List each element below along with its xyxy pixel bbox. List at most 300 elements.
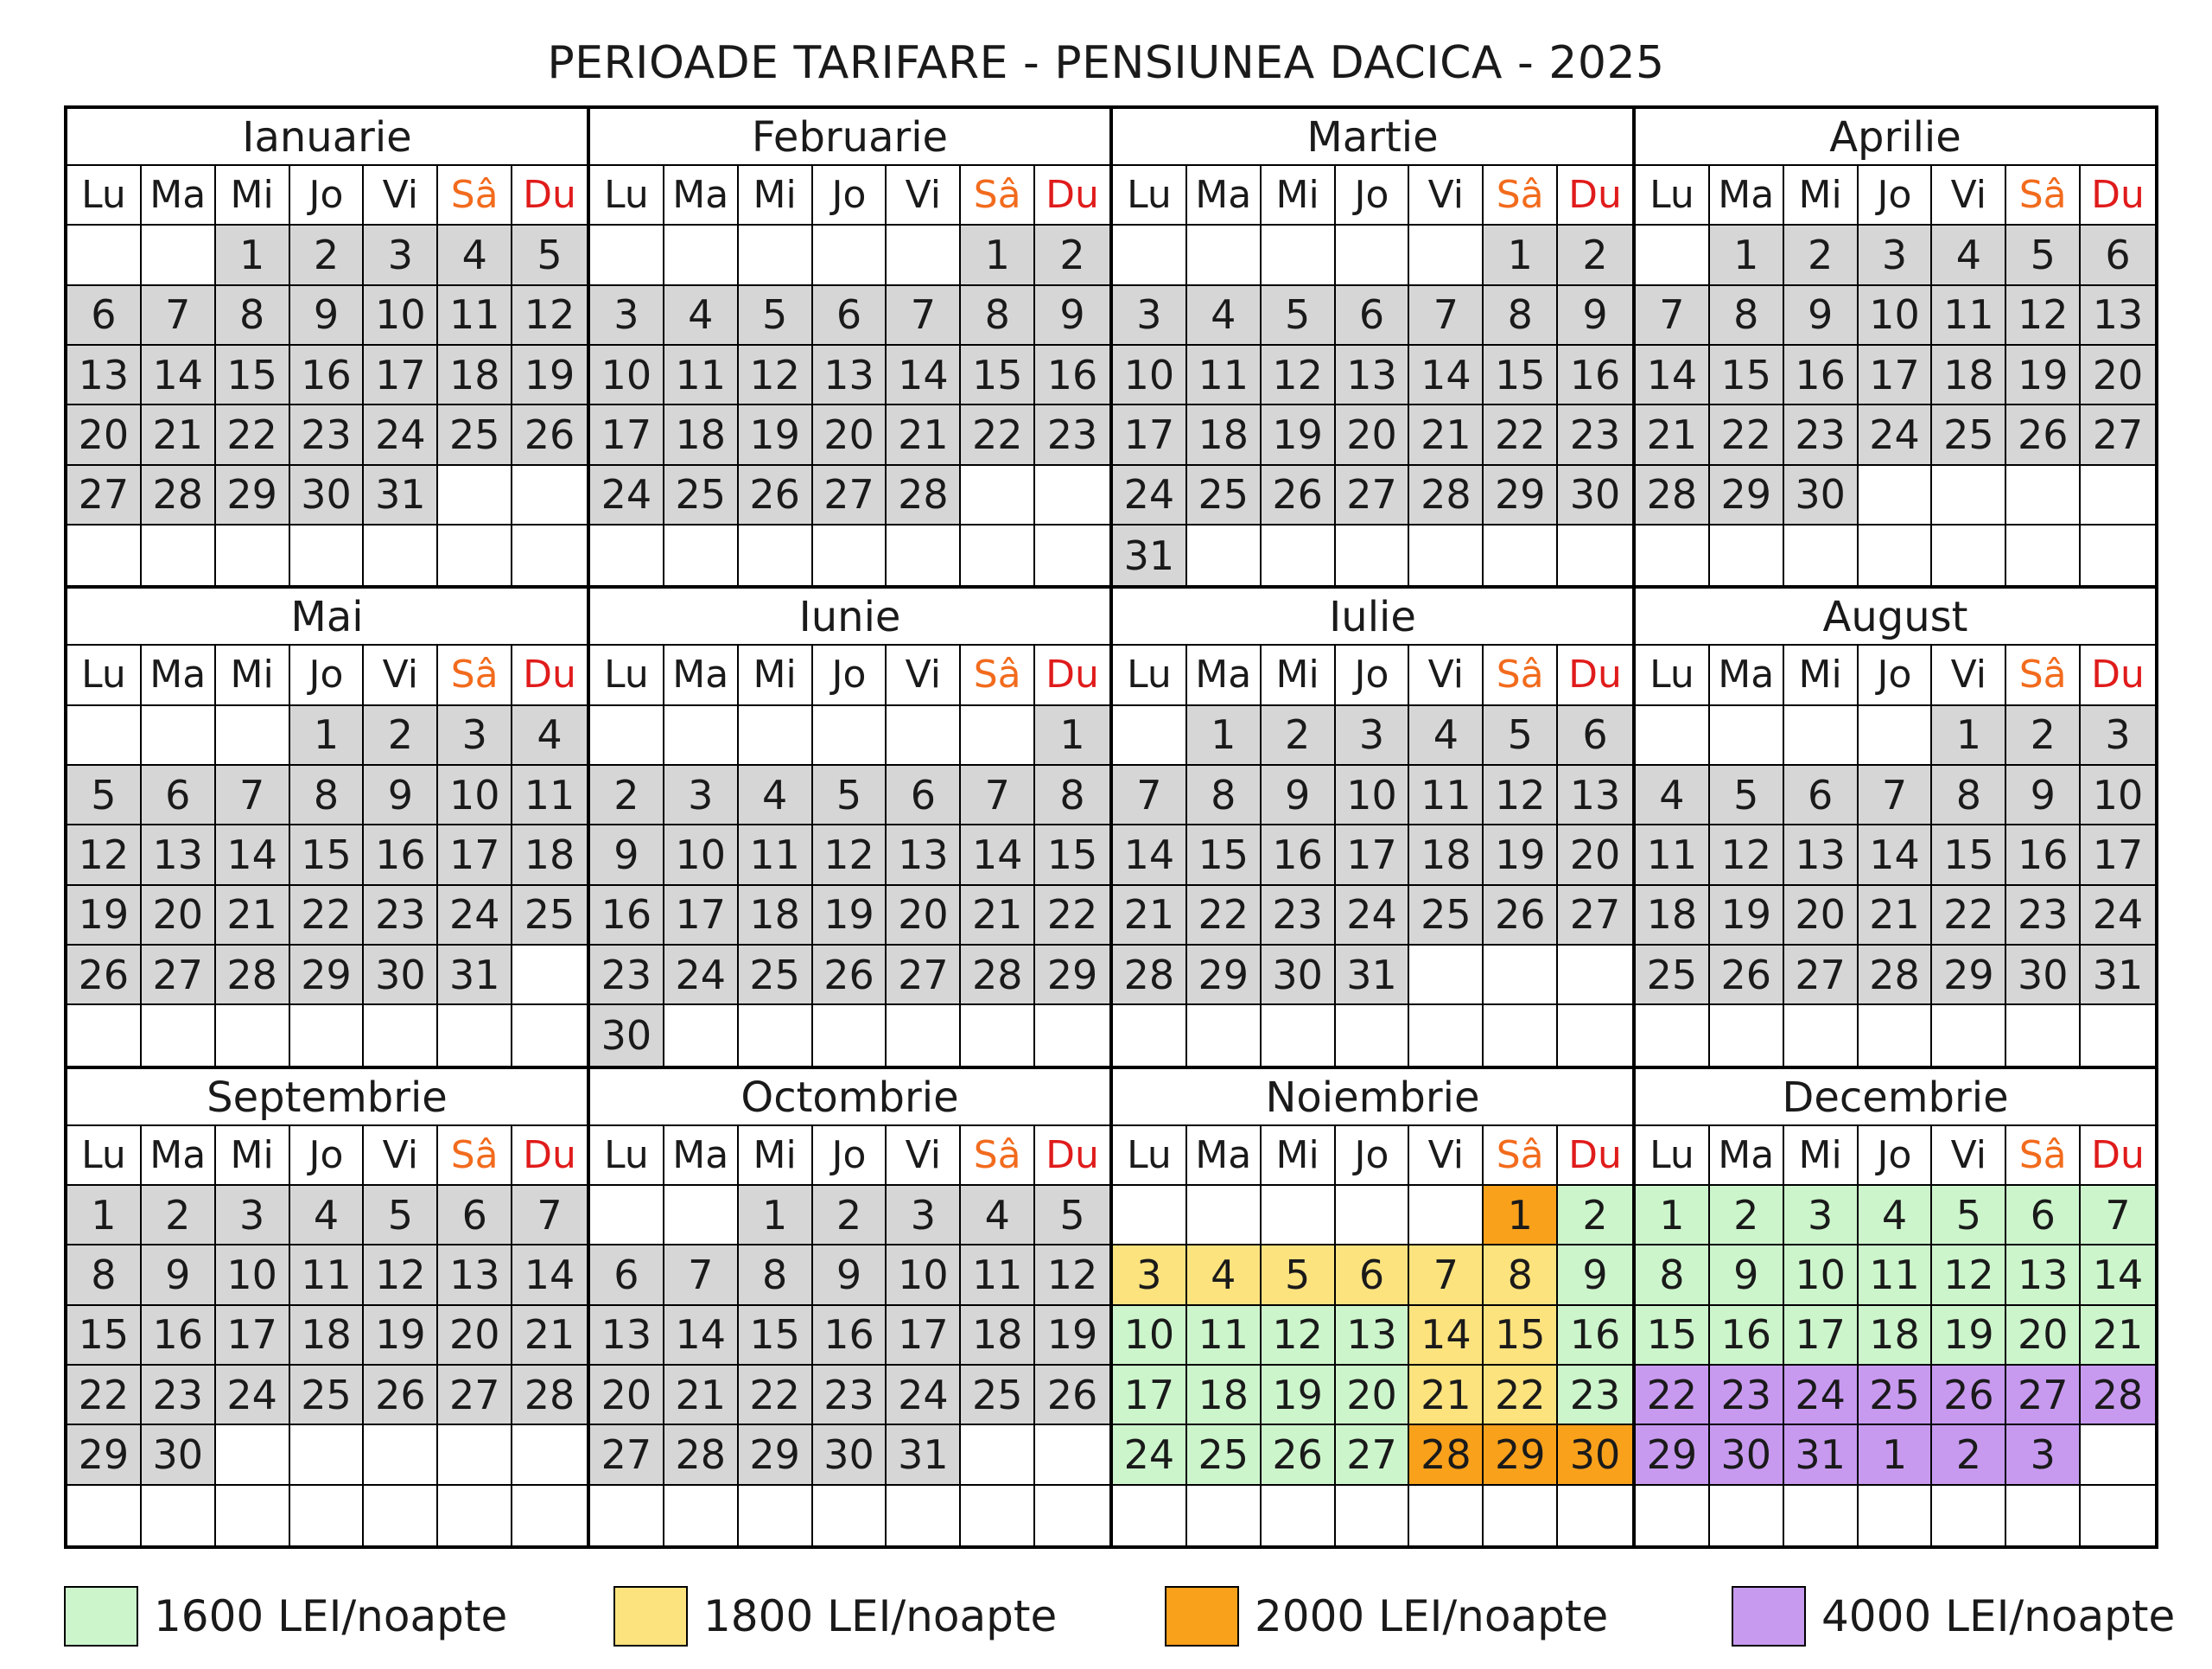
month-septembrie <box>66 1067 588 1547</box>
day-cell: 16 <box>813 1306 887 1366</box>
weekday-header: Lu <box>1113 1126 1187 1186</box>
day-cell: 8 <box>1484 286 1558 346</box>
day-cell: 28 <box>1409 466 1484 526</box>
day-cell: 17 <box>1113 1366 1187 1425</box>
day-cell: 2 <box>590 766 664 825</box>
day-cell: 14 <box>216 825 290 885</box>
day-cell: 24 <box>1859 405 1933 465</box>
day-cell: 11 <box>664 346 739 405</box>
empty-cell <box>1409 526 1484 585</box>
weekday-header: Lu <box>67 1126 142 1186</box>
day-cell: 11 <box>1409 766 1484 825</box>
day-cell: 20 <box>2006 1306 2081 1366</box>
empty-cell <box>1932 1005 2006 1065</box>
day-cell: 4 <box>438 226 512 285</box>
day-cell: 9 <box>364 766 438 825</box>
empty-cell <box>590 706 664 766</box>
empty-cell <box>664 226 739 285</box>
legend-label: 1800 LEI/noapte <box>703 1591 1058 1641</box>
day-cell: 10 <box>1113 1306 1187 1366</box>
day-cell: 10 <box>2081 766 2155 825</box>
legend-label: 1600 LEI/noapte <box>154 1591 508 1641</box>
day-cell: 11 <box>961 1245 1035 1305</box>
day-cell: 7 <box>961 766 1035 825</box>
month-name: Ianuarie <box>67 109 587 166</box>
day-cell: 25 <box>961 1366 1035 1425</box>
day-cell: 28 <box>961 946 1035 1005</box>
day-cell: 23 <box>1784 405 1859 465</box>
empty-cell <box>1484 526 1558 585</box>
day-cell: 14 <box>512 1245 587 1305</box>
day-cell: 25 <box>438 405 512 465</box>
empty-cell <box>887 1486 961 1545</box>
day-cell: 17 <box>2081 825 2155 885</box>
weekday-header: Ma <box>1187 166 1262 226</box>
empty-cell <box>1932 466 2006 526</box>
day-cell: 26 <box>739 466 813 526</box>
day-cell: 11 <box>1636 825 1710 885</box>
empty-cell <box>739 526 813 585</box>
day-cell: 5 <box>1484 706 1558 766</box>
day-cell: 11 <box>438 286 512 346</box>
day-cell: 20 <box>438 1306 512 1366</box>
day-cell: 24 <box>1336 886 1410 946</box>
legend-label: 2000 LEI/noapte <box>1255 1591 1609 1641</box>
day-cell: 3 <box>1113 1245 1187 1305</box>
day-cell: 26 <box>813 946 887 1005</box>
empty-cell <box>739 706 813 766</box>
day-cell: 29 <box>739 1425 813 1485</box>
empty-cell <box>1113 706 1187 766</box>
day-cell: 26 <box>364 1366 438 1425</box>
weekday-header: Vi <box>364 1126 438 1186</box>
empty-cell <box>1859 706 1933 766</box>
empty-cell <box>438 1425 512 1485</box>
day-cell: 11 <box>1187 346 1262 405</box>
empty-cell <box>512 1486 587 1545</box>
day-cell: 4 <box>1187 1245 1262 1305</box>
weekday-header: Sâ <box>2006 166 2081 226</box>
empty-cell <box>1784 706 1859 766</box>
day-cell: 9 <box>290 286 365 346</box>
empty-cell <box>512 466 587 526</box>
weekday-header: Vi <box>1932 166 2006 226</box>
legend-swatch <box>1732 1586 1806 1647</box>
empty-cell <box>1932 526 2006 585</box>
empty-cell <box>290 1425 365 1485</box>
day-cell: 27 <box>142 946 216 1005</box>
day-cell: 17 <box>364 346 438 405</box>
day-cell: 29 <box>1484 1425 1558 1485</box>
legend-item <box>1732 1580 2175 1653</box>
empty-cell <box>1187 1005 1262 1065</box>
day-cell: 8 <box>961 286 1035 346</box>
day-cell: 22 <box>1710 405 1784 465</box>
day-cell: 31 <box>1784 1425 1859 1485</box>
day-cell: 7 <box>1409 286 1484 346</box>
empty-cell <box>1784 1005 1859 1065</box>
day-cell: 10 <box>664 825 739 885</box>
day-cell: 3 <box>2081 706 2155 766</box>
day-cell: 3 <box>438 706 512 766</box>
empty-cell <box>142 706 216 766</box>
weekday-header: Sâ <box>2006 646 2081 705</box>
day-cell: 17 <box>1113 405 1187 465</box>
day-cell: 26 <box>67 946 142 1005</box>
empty-cell <box>961 1486 1035 1545</box>
legend-label: 4000 LEI/noapte <box>1821 1591 2176 1641</box>
day-cell: 18 <box>1187 405 1262 465</box>
day-cell: 29 <box>216 466 290 526</box>
weekday-header: Vi <box>1932 646 2006 705</box>
empty-cell <box>961 466 1035 526</box>
day-cell: 7 <box>887 286 961 346</box>
month-noiembrie <box>1111 1067 1634 1547</box>
weekday-header: Du <box>1035 1126 1109 1186</box>
day-cell: 6 <box>2081 226 2155 285</box>
day-cell: 14 <box>1113 825 1187 885</box>
legend-swatch <box>64 1586 138 1647</box>
empty-cell <box>1636 1005 1710 1065</box>
day-cell: 25 <box>1409 886 1484 946</box>
day-cell: 13 <box>1558 766 1632 825</box>
empty-cell <box>664 1486 739 1545</box>
day-cell: 7 <box>1636 286 1710 346</box>
weekday-header: Du <box>512 646 587 705</box>
day-cell: 10 <box>1336 766 1410 825</box>
day-cell: 30 <box>142 1425 216 1485</box>
empty-cell <box>1035 526 1109 585</box>
weekday-header: Jo <box>1859 1126 1933 1186</box>
day-cell: 15 <box>290 825 365 885</box>
empty-cell <box>2081 1005 2155 1065</box>
day-cell: 11 <box>1932 286 2006 346</box>
day-cell: 1 <box>961 226 1035 285</box>
day-cell: 22 <box>1187 886 1262 946</box>
day-cell: 2 <box>1932 1425 2006 1485</box>
day-cell: 22 <box>1484 405 1558 465</box>
empty-cell <box>739 1005 813 1065</box>
day-cell: 31 <box>438 946 512 1005</box>
weekday-header: Du <box>512 166 587 226</box>
day-cell: 1 <box>1035 706 1109 766</box>
empty-cell <box>290 1486 365 1545</box>
weekday-header: Jo <box>813 646 887 705</box>
day-cell: 26 <box>1932 1366 2006 1425</box>
day-cell: 23 <box>1035 405 1109 465</box>
weekday-header: Vi <box>1409 646 1484 705</box>
weekday-header: Du <box>2081 1126 2155 1186</box>
day-cell: 24 <box>1113 466 1187 526</box>
day-cell: 4 <box>664 286 739 346</box>
day-cell: 14 <box>664 1306 739 1366</box>
empty-cell <box>512 946 587 1005</box>
day-cell: 30 <box>813 1425 887 1485</box>
empty-cell <box>216 1486 290 1545</box>
day-cell: 2 <box>364 706 438 766</box>
day-cell: 21 <box>1409 1366 1484 1425</box>
day-cell: 16 <box>290 346 365 405</box>
day-cell: 25 <box>1859 1366 1933 1425</box>
month-grid <box>590 646 1109 1065</box>
empty-cell <box>1784 1486 1859 1545</box>
day-cell: 29 <box>290 946 365 1005</box>
day-cell: 6 <box>887 766 961 825</box>
weekday-header: Lu <box>1636 166 1710 226</box>
day-cell: 22 <box>1484 1366 1558 1425</box>
day-cell: 20 <box>1336 405 1410 465</box>
month-name: Mai <box>67 589 587 646</box>
weekday-header: Mi <box>216 1126 290 1186</box>
weekday-header: Du <box>2081 646 2155 705</box>
day-cell: 8 <box>1636 1245 1710 1305</box>
empty-cell <box>1336 226 1410 285</box>
day-cell: 25 <box>1636 946 1710 1005</box>
day-cell: 14 <box>142 346 216 405</box>
empty-cell <box>813 226 887 285</box>
month-name: Februarie <box>590 109 1109 166</box>
empty-cell <box>1409 1186 1484 1245</box>
day-cell: 15 <box>739 1306 813 1366</box>
weekday-header: Sâ <box>961 646 1035 705</box>
day-cell: 17 <box>590 405 664 465</box>
day-cell: 15 <box>961 346 1035 405</box>
day-cell: 1 <box>1710 226 1784 285</box>
weekday-header: Vi <box>887 646 961 705</box>
weekday-header: Du <box>1035 166 1109 226</box>
year-calendar <box>64 105 2158 1549</box>
empty-cell <box>1262 1005 1336 1065</box>
day-cell: 16 <box>1558 346 1632 405</box>
empty-cell <box>1113 226 1187 285</box>
day-cell: 19 <box>512 346 587 405</box>
day-cell: 2 <box>1558 1186 1632 1245</box>
day-cell: 29 <box>1484 466 1558 526</box>
day-cell: 8 <box>1187 766 1262 825</box>
weekday-header: Jo <box>1336 1126 1410 1186</box>
day-cell: 12 <box>1035 1245 1109 1305</box>
day-cell: 8 <box>1035 766 1109 825</box>
day-cell: 23 <box>290 405 365 465</box>
empty-cell <box>216 1425 290 1485</box>
empty-cell <box>1710 1005 1784 1065</box>
month-name: Iunie <box>590 589 1109 646</box>
day-cell: 12 <box>512 286 587 346</box>
day-cell: 10 <box>438 766 512 825</box>
day-cell: 17 <box>1784 1306 1859 1366</box>
day-cell: 13 <box>67 346 142 405</box>
weekday-header: Mi <box>1262 1126 1336 1186</box>
weekday-header: Jo <box>1336 166 1410 226</box>
empty-cell <box>2006 526 2081 585</box>
weekday-header: Lu <box>1113 646 1187 705</box>
empty-cell <box>813 526 887 585</box>
day-cell: 24 <box>664 946 739 1005</box>
weekday-header: Sâ <box>438 1126 512 1186</box>
day-cell: 23 <box>813 1366 887 1425</box>
day-cell: 21 <box>512 1306 587 1366</box>
weekday-header: Ma <box>1187 646 1262 705</box>
day-cell: 20 <box>1784 886 1859 946</box>
day-cell: 12 <box>2006 286 2081 346</box>
weekday-header: Jo <box>290 646 365 705</box>
day-cell: 12 <box>739 346 813 405</box>
day-cell: 17 <box>664 886 739 946</box>
weekday-header: Mi <box>1262 646 1336 705</box>
day-cell: 8 <box>1484 1245 1558 1305</box>
day-cell: 18 <box>1187 1366 1262 1425</box>
day-cell: 24 <box>438 886 512 946</box>
empty-cell <box>438 466 512 526</box>
day-cell: 16 <box>364 825 438 885</box>
day-cell: 13 <box>1336 1306 1410 1366</box>
empty-cell <box>290 1005 365 1065</box>
weekday-header: Ma <box>142 646 216 705</box>
month-grid <box>1636 1126 2155 1545</box>
day-cell: 25 <box>664 466 739 526</box>
weekday-header: Lu <box>590 1126 664 1186</box>
empty-cell <box>664 526 739 585</box>
day-cell: 19 <box>67 886 142 946</box>
month-grid <box>1113 166 1632 585</box>
day-cell: 21 <box>1409 405 1484 465</box>
day-cell: 7 <box>216 766 290 825</box>
day-cell: 19 <box>1484 825 1558 885</box>
day-cell: 30 <box>1558 1425 1632 1485</box>
empty-cell <box>364 1486 438 1545</box>
day-cell: 15 <box>1932 825 2006 885</box>
day-cell: 11 <box>1859 1245 1933 1305</box>
weekday-header: Mi <box>739 166 813 226</box>
day-cell: 15 <box>1484 346 1558 405</box>
weekday-header: Ma <box>1710 166 1784 226</box>
empty-cell <box>1859 1486 1933 1545</box>
day-cell: 27 <box>1336 466 1410 526</box>
day-cell: 3 <box>590 286 664 346</box>
day-cell: 15 <box>67 1306 142 1366</box>
day-cell: 24 <box>1113 1425 1187 1485</box>
day-cell: 28 <box>1113 946 1187 1005</box>
day-cell: 4 <box>290 1186 365 1245</box>
empty-cell <box>142 1486 216 1545</box>
day-cell: 19 <box>813 886 887 946</box>
day-cell: 7 <box>1409 1245 1484 1305</box>
day-cell: 30 <box>1558 466 1632 526</box>
empty-cell <box>590 1486 664 1545</box>
day-cell: 7 <box>142 286 216 346</box>
legend-item <box>613 1580 1057 1653</box>
day-cell: 9 <box>1558 1245 1632 1305</box>
day-cell: 12 <box>67 825 142 885</box>
empty-cell <box>438 1486 512 1545</box>
empty-cell <box>887 526 961 585</box>
empty-cell <box>1262 226 1336 285</box>
month-grid <box>1636 166 2155 585</box>
day-cell: 5 <box>1932 1186 2006 1245</box>
day-cell: 13 <box>438 1245 512 1305</box>
day-cell: 14 <box>1859 825 1933 885</box>
month-name: Iulie <box>1113 589 1632 646</box>
empty-cell <box>1932 1486 2006 1545</box>
day-cell: 25 <box>1187 466 1262 526</box>
empty-cell <box>1336 1005 1410 1065</box>
day-cell: 25 <box>290 1366 365 1425</box>
day-cell: 20 <box>1558 825 1632 885</box>
day-cell: 5 <box>1262 1245 1336 1305</box>
weekday-header: Vi <box>887 1126 961 1186</box>
empty-cell <box>1409 226 1484 285</box>
day-cell: 25 <box>1932 405 2006 465</box>
empty-cell <box>887 1005 961 1065</box>
day-cell: 6 <box>438 1186 512 1245</box>
empty-cell <box>2081 526 2155 585</box>
day-cell: 1 <box>1484 226 1558 285</box>
day-cell: 4 <box>739 766 813 825</box>
weekday-header: Sâ <box>438 646 512 705</box>
day-cell: 5 <box>2006 226 2081 285</box>
weekday-header: Ma <box>664 1126 739 1186</box>
day-cell: 5 <box>1262 286 1336 346</box>
day-cell: 9 <box>1558 286 1632 346</box>
day-cell: 19 <box>2006 346 2081 405</box>
day-cell: 13 <box>813 346 887 405</box>
day-cell: 8 <box>290 766 365 825</box>
weekday-header: Ma <box>142 1126 216 1186</box>
day-cell: 27 <box>813 466 887 526</box>
day-cell: 12 <box>1262 1306 1336 1366</box>
day-cell: 1 <box>216 226 290 285</box>
day-cell: 27 <box>67 466 142 526</box>
price-legend <box>64 1580 2176 1653</box>
day-cell: 7 <box>512 1186 587 1245</box>
day-cell: 19 <box>1710 886 1784 946</box>
day-cell: 20 <box>590 1366 664 1425</box>
day-cell: 26 <box>512 405 587 465</box>
day-cell: 31 <box>2081 946 2155 1005</box>
day-cell: 8 <box>1932 766 2006 825</box>
empty-cell <box>216 1005 290 1065</box>
day-cell: 18 <box>664 405 739 465</box>
day-cell: 17 <box>1336 825 1410 885</box>
empty-cell <box>512 1425 587 1485</box>
day-cell: 6 <box>1784 766 1859 825</box>
day-cell: 6 <box>2006 1186 2081 1245</box>
day-cell: 9 <box>1262 766 1336 825</box>
weekday-header: Mi <box>1262 166 1336 226</box>
weekday-header: Jo <box>290 166 365 226</box>
empty-cell <box>590 226 664 285</box>
weekday-header: Mi <box>739 1126 813 1186</box>
weekday-header: Mi <box>1784 1126 1859 1186</box>
day-cell: 19 <box>1035 1306 1109 1366</box>
day-cell: 10 <box>1859 286 1933 346</box>
day-cell: 5 <box>364 1186 438 1245</box>
day-cell: 12 <box>813 825 887 885</box>
empty-cell <box>67 706 142 766</box>
day-cell: 13 <box>2006 1245 2081 1305</box>
day-cell: 23 <box>2006 886 2081 946</box>
day-cell: 10 <box>364 286 438 346</box>
day-cell: 24 <box>887 1366 961 1425</box>
day-cell: 30 <box>1710 1425 1784 1485</box>
day-cell: 10 <box>887 1245 961 1305</box>
day-cell: 26 <box>2006 405 2081 465</box>
weekday-header: Lu <box>1636 1126 1710 1186</box>
month-martie <box>1111 107 1634 587</box>
weekday-header: Jo <box>1859 646 1933 705</box>
day-cell: 24 <box>1784 1366 1859 1425</box>
day-cell: 14 <box>1636 346 1710 405</box>
